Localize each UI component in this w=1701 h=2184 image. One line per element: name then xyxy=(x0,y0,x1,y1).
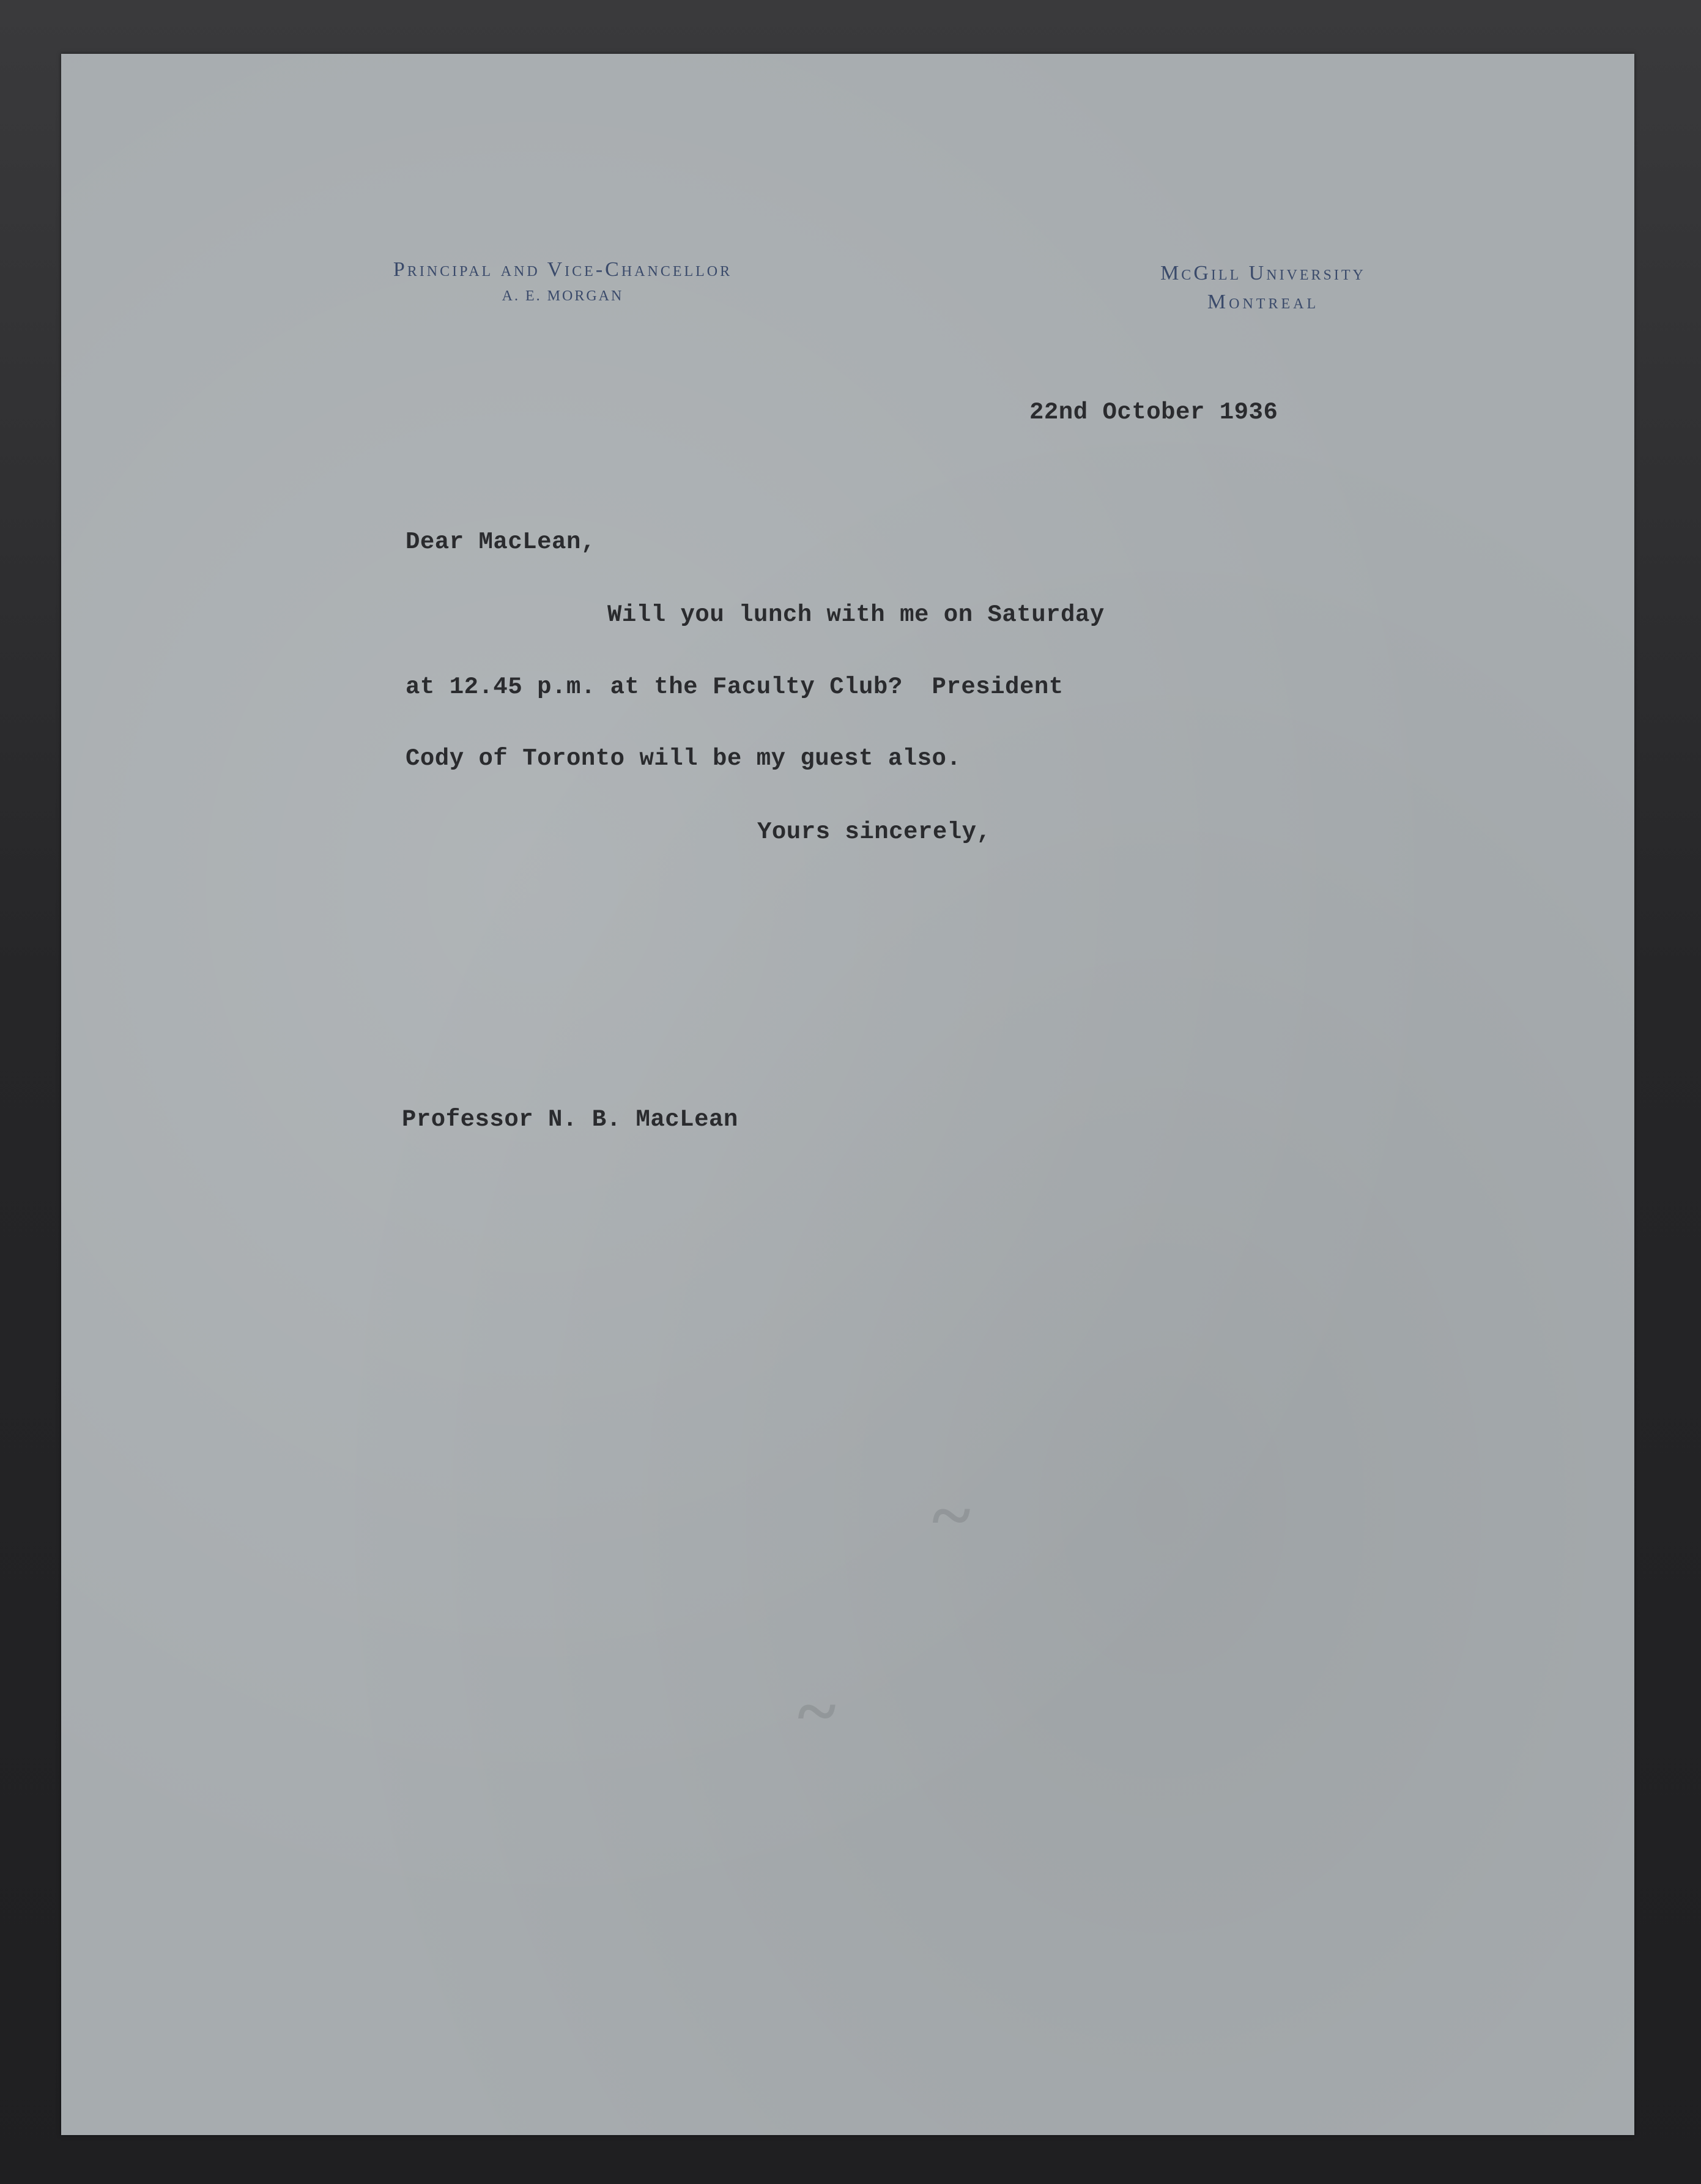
letterhead-principal xyxy=(294,256,832,308)
letter-body-line: at 12.45 p.m. at the Faculty Club? President xyxy=(406,674,1064,700)
letterhead-name: A. E. MORGAN xyxy=(502,288,624,304)
letter-body-line: Will you lunch with me on Saturday xyxy=(607,601,1105,628)
letterhead-city: Montreal xyxy=(1207,291,1319,313)
faint-bleedthrough-mark: ~ xyxy=(795,1670,837,1751)
faint-bleedthrough-mark: ~ xyxy=(930,1474,972,1556)
letter-salutation: Dear MacLean, xyxy=(406,529,596,555)
letterhead-university xyxy=(1064,259,1462,317)
letterhead-title: Principal and Vice-Chancellor xyxy=(393,258,733,281)
letter-closing: Yours sincerely, xyxy=(757,819,991,845)
letter-page xyxy=(61,54,1634,2135)
letter-body-line: Cody of Toronto will be my guest also. xyxy=(406,745,962,772)
letter-addressee: Professor N. B. MacLean xyxy=(402,1106,738,1133)
letterhead-university-name: McGill University xyxy=(1160,262,1366,284)
letter-date: 22nd October 1936 xyxy=(1029,399,1278,426)
